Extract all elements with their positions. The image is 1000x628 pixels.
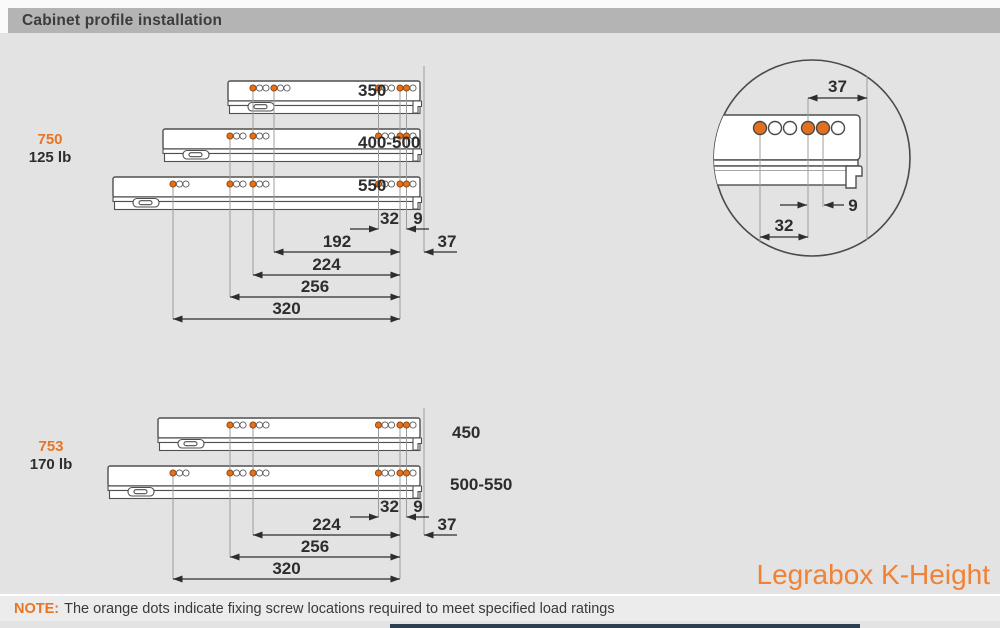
dim-label-224: 224 <box>312 515 341 534</box>
screw-hole <box>388 422 394 428</box>
screw-hole <box>388 181 394 187</box>
screw-hole <box>240 470 246 476</box>
screw-hole <box>388 470 394 476</box>
screw-hole <box>233 133 239 139</box>
fixing-screw-dot <box>227 422 233 428</box>
fixing-screw-dot <box>250 133 256 139</box>
fixing-screw-dot <box>397 470 403 476</box>
dim-label-32: 32 <box>380 209 399 228</box>
screw-hole <box>410 181 416 187</box>
dim-label-224: 224 <box>312 255 341 274</box>
fixing-screw-dot <box>375 422 381 428</box>
screw-hole <box>240 422 246 428</box>
slide-seam-strip <box>700 160 858 166</box>
next-section-strip <box>390 624 860 628</box>
load-rating: 170 lb <box>29 456 73 473</box>
slide-seam-strip <box>108 486 420 491</box>
product-name: Legrabox K-Height <box>756 559 990 590</box>
screw-hole <box>277 85 283 91</box>
dim-label-9: 9 <box>413 497 423 516</box>
dim-label-320: 320 <box>272 299 301 318</box>
fixing-screw-dot <box>403 470 409 476</box>
section-title: Cabinet profile installation <box>22 12 223 29</box>
fixing-screw-dot <box>403 85 409 91</box>
dim-label-32: 32 <box>380 497 399 516</box>
diagram-753 <box>30 408 513 579</box>
screw-hole <box>263 85 269 91</box>
note-bar <box>0 594 1000 621</box>
screw-hole <box>263 422 269 428</box>
fixing-screw-dot <box>403 181 409 187</box>
screw-hole <box>256 85 262 91</box>
screw-hole <box>263 133 269 139</box>
screw-hole <box>784 122 797 135</box>
model-number: 750 <box>37 131 63 148</box>
slide-rail <box>700 166 848 185</box>
fixing-screw-dot <box>271 85 277 91</box>
front-latch-lever <box>184 442 197 446</box>
fixing-screw-dot <box>397 85 403 91</box>
slide-body <box>108 466 420 486</box>
screw-hole <box>832 122 845 135</box>
dim-label-256: 256 <box>300 537 330 556</box>
dim-label-37: 37 <box>828 77 847 96</box>
dim-label-320: 320 <box>272 559 301 578</box>
fixing-screw-dot <box>250 422 256 428</box>
screw-hole <box>176 181 182 187</box>
dim-label-192: 192 <box>322 232 352 251</box>
note-label: NOTE: <box>14 601 60 617</box>
screw-hole <box>410 470 416 476</box>
size-label-500-550: 500-550 <box>450 475 513 494</box>
front-latch-lever <box>139 201 152 205</box>
fixing-screw-dot <box>170 470 176 476</box>
load-rating: 125 lb <box>28 149 72 166</box>
fixing-screw-dot <box>754 122 767 135</box>
diagram-750 <box>29 66 457 319</box>
front-latch-lever <box>134 490 147 494</box>
screw-hole <box>256 133 262 139</box>
screw-hole <box>240 133 246 139</box>
screw-hole <box>263 470 269 476</box>
dim-label-9: 9 <box>848 196 858 215</box>
fixing-screw-dot <box>802 122 815 135</box>
screw-hole <box>263 181 269 187</box>
fixing-screw-dot <box>227 181 233 187</box>
dimension-lines <box>173 229 457 319</box>
screw-hole <box>256 422 262 428</box>
fixing-screw-dot <box>227 470 233 476</box>
slide-rail <box>115 202 421 210</box>
fixing-screw-dot <box>403 422 409 428</box>
fixing-screw-dot <box>250 181 256 187</box>
dim-label-256: 256 <box>300 277 330 296</box>
screw-hole <box>256 181 262 187</box>
slide-450 <box>158 418 422 451</box>
screw-hole <box>284 85 290 91</box>
size-label-400-500: 400-500 <box>358 133 421 152</box>
dim-label-9: 9 <box>413 209 423 228</box>
fixing-screw-dot <box>250 470 256 476</box>
front-latch-lever <box>254 105 267 109</box>
size-label-550: 550 <box>358 176 387 195</box>
fixing-screw-dot <box>817 122 830 135</box>
screw-hole <box>233 181 239 187</box>
model-number: 753 <box>38 438 64 455</box>
screw-hole <box>769 122 782 135</box>
screw-hole <box>183 470 189 476</box>
screw-hole <box>388 85 394 91</box>
screw-hole <box>410 85 416 91</box>
dim-label-37: 37 <box>437 232 457 251</box>
screw-hole <box>256 470 262 476</box>
screw-hole <box>240 181 246 187</box>
note-text: The orange dots indicate fixing screw locations required to meet specified load ratings <box>64 601 615 617</box>
screw-hole <box>410 422 416 428</box>
slide-rail <box>110 491 421 499</box>
fixing-screw-dot <box>397 181 403 187</box>
fixing-screw-dot <box>397 422 403 428</box>
front-latch-lever <box>189 153 202 157</box>
dim-label-37: 37 <box>437 515 457 534</box>
size-label-350: 350 <box>358 81 387 100</box>
fixing-screw-dot <box>250 85 256 91</box>
screw-hole <box>382 422 388 428</box>
size-label-450: 450 <box>452 423 481 442</box>
fixing-screw-dot <box>375 470 381 476</box>
dim-label-32: 32 <box>774 216 794 235</box>
fixing-screw-dot <box>170 181 176 187</box>
detail-circle <box>700 60 910 256</box>
screw-hole <box>382 470 388 476</box>
screw-hole <box>233 470 239 476</box>
fixing-screw-dot <box>227 133 233 139</box>
screw-hole <box>183 181 189 187</box>
screw-hole <box>233 422 239 428</box>
slide-body <box>158 418 420 438</box>
screw-hole <box>176 470 182 476</box>
